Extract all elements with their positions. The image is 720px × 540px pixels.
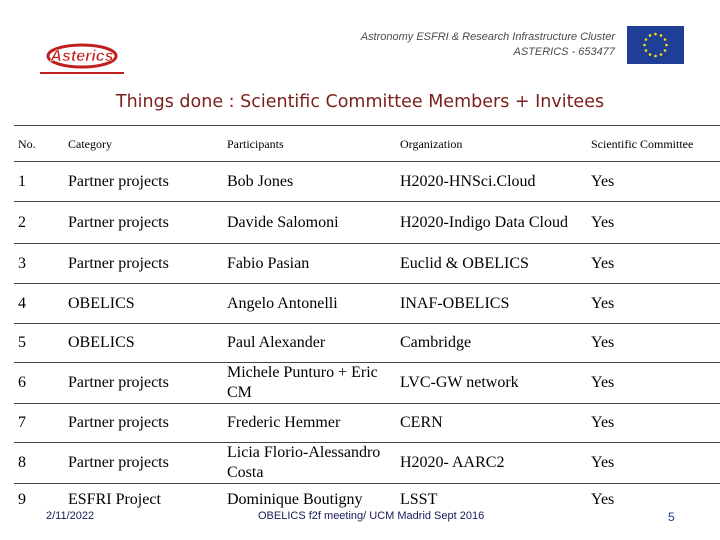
flag-star-icon <box>654 33 657 36</box>
cell-scientific-committee: Yes <box>587 284 720 324</box>
flag-star-icon <box>649 53 652 56</box>
cell-scientific-committee: Yes <box>587 244 720 284</box>
footer-date: 2/11/2022 <box>46 510 95 522</box>
logo-text: Asterics <box>50 48 114 65</box>
header-scientific-committee: Scientific Committee <box>587 126 720 162</box>
table-row <box>14 284 720 324</box>
header-category: Category <box>64 126 223 162</box>
cell-organization: H2020-Indigo Data Cloud <box>396 202 587 244</box>
cell-category: Partner projects <box>64 404 223 443</box>
table-row <box>14 244 720 284</box>
cell-scientific-committee: Yes <box>587 202 720 244</box>
cell-organization: H2020-HNSci.Cloud <box>396 162 587 202</box>
cell-category: Partner projects <box>64 443 223 484</box>
flag-star-icon <box>654 55 657 58</box>
header-no: No. <box>14 126 64 162</box>
table-row <box>14 363 720 404</box>
header-cluster-info <box>361 30 615 60</box>
cell-scientific-committee: Yes <box>587 404 720 443</box>
cell-category: Partner projects <box>64 244 223 284</box>
cell-participants: Frederic Hemmer <box>223 404 396 443</box>
cell-participants: Paul Alexander <box>223 324 396 363</box>
cell-no: 1 <box>14 162 64 202</box>
cell-category: Partner projects <box>64 363 223 404</box>
cell-participants: Davide Salomoni <box>223 202 396 244</box>
cell-organization: CERN <box>396 404 587 443</box>
cell-scientific-committee: Yes <box>587 162 720 202</box>
footer-meeting: OBELICS f2f meeting/ UCM Madrid Sept 2016 <box>258 510 485 522</box>
cell-category: OBELICS <box>64 284 223 324</box>
cell-organization: LVC-GW network <box>396 363 587 404</box>
cell-no: 5 <box>14 324 64 363</box>
cluster-id: ASTERICS - 653477 <box>513 46 615 58</box>
table-row <box>14 162 720 202</box>
cell-participants: Fabio Pasian <box>223 244 396 284</box>
participants-table <box>14 125 720 517</box>
flag-star-icon <box>645 49 648 52</box>
cell-no: 2 <box>14 202 64 244</box>
asterics-logo <box>36 38 128 80</box>
cell-scientific-committee: Yes <box>587 363 720 404</box>
flag-star-icon <box>664 49 667 52</box>
cell-organization: Euclid & OBELICS <box>396 244 587 284</box>
cell-no: 9 <box>14 484 64 517</box>
flag-star-icon <box>664 38 667 41</box>
cluster-name: Astronomy ESFRI & Research Infrastructure Cluster <box>360 31 615 43</box>
table-row <box>14 443 720 484</box>
flag-star-icon <box>645 38 648 41</box>
cell-participants: Licia Florio-Alessandro Costa <box>223 443 396 484</box>
table-row <box>14 404 720 443</box>
header-organization: Organization <box>396 126 587 162</box>
cell-participants: Dominique Boutigny <box>223 484 396 517</box>
table-row <box>14 324 720 363</box>
cell-participants: Bob Jones <box>223 162 396 202</box>
cell-category: OBELICS <box>64 324 223 363</box>
flag-star-icon <box>665 44 668 47</box>
slide-title: Things done : Scientific Committee Members + Invitees <box>115 92 605 112</box>
cell-organization: INAF-OBELICS <box>396 284 587 324</box>
flag-star-icon <box>649 34 652 37</box>
cell-no: 4 <box>14 284 64 324</box>
table-header-row <box>14 126 720 162</box>
cell-participants: Michele Punturo + Eric CM <box>223 363 396 404</box>
cell-organization: Cambridge <box>396 324 587 363</box>
page-number: 5 <box>668 510 675 524</box>
flag-star-icon <box>643 44 646 47</box>
cell-scientific-committee: Yes <box>587 443 720 484</box>
cell-organization: H2020- AARC2 <box>396 443 587 484</box>
cell-no: 8 <box>14 443 64 484</box>
cell-participants: Angelo Antonelli <box>223 284 396 324</box>
table-row <box>14 202 720 244</box>
cell-no: 6 <box>14 363 64 404</box>
cell-no: 7 <box>14 404 64 443</box>
flag-star-icon <box>660 53 663 56</box>
eu-flag-icon <box>627 26 684 64</box>
cell-category: ESFRI Project <box>64 484 223 517</box>
cell-scientific-committee: Yes <box>587 484 720 517</box>
cell-no: 3 <box>14 244 64 284</box>
header-participants: Participants <box>223 126 396 162</box>
cell-category: Partner projects <box>64 202 223 244</box>
flag-star-icon <box>660 34 663 37</box>
cell-scientific-committee: Yes <box>587 324 720 363</box>
cell-organization: LSST <box>396 484 587 517</box>
cell-category: Partner projects <box>64 162 223 202</box>
